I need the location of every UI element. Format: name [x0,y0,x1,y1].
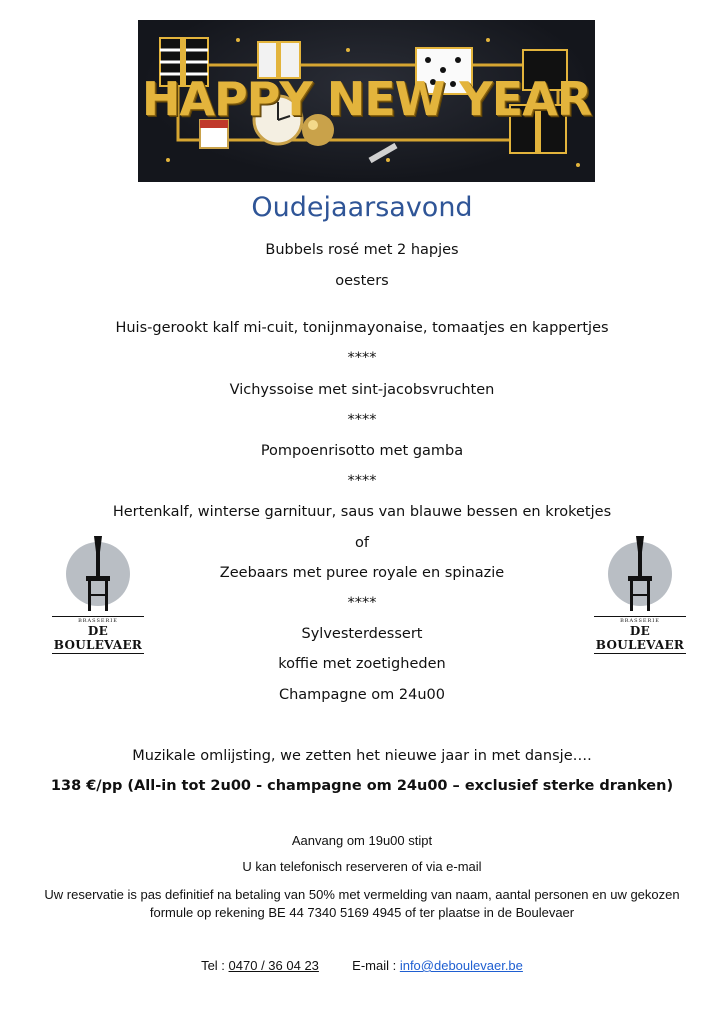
email-label: E-mail : [352,958,400,973]
menu-separator: **** [347,473,377,489]
menu-soup: Vichyssoise met sint-jacobsvruchten [229,382,495,398]
reservation-note: U kan telefonisch reserveren of via e-mail [242,859,482,874]
menu-separator: **** [347,595,377,611]
menu-separator: **** [347,350,377,366]
menu-aperitif: Bubbels rosé met 2 hapjes [265,242,459,258]
contact-line [0,958,724,973]
tel-label: Tel : [201,958,229,973]
email-link[interactable]: info@deboulevaer.be [399,958,523,973]
banner-title: HAPPY NEW YEAR [141,72,592,126]
phone-link[interactable]: 0470 / 36 04 23 [228,958,319,973]
start-time: Aanvang om 19u00 stipt [291,833,433,848]
music-note: Muzikale omlijsting, we zetten het nieuwe jaar in met dansje…. [132,748,592,764]
menu-intermediate: Pompoenrisotto met gamba [260,443,464,459]
menu-or: of [355,535,369,551]
price-line: 138 €/pp (All-in tot 2u00 - champagne om 24u00 – exclusief sterke dranken) [50,778,674,794]
page-title: Oudejaarsavond [251,192,473,223]
menu-oysters: oesters [335,273,389,289]
menu-dessert: Sylvesterdessert [301,626,423,642]
logo-brand: BRASSERIE DE BOULEVAER [53,618,143,652]
menu-main-fish: Zeebaars met puree royale en spinazie [219,565,505,581]
menu-champagne: Champagne om 24u00 [278,687,446,703]
menu-separator: **** [347,412,377,428]
menu-starter: Huis-gerookt kalf mi-cuit, tonijnmayonaise, tomaatjes en kappertjes [115,320,609,336]
logo-brand: BRASSERIE DE BOULEVAER [595,618,685,652]
logo-right [594,530,686,652]
chair-fork-logo-icon [52,530,144,622]
menu-coffee: koffie met zoetigheden [278,656,446,672]
happy-new-year-banner [138,20,595,182]
chair-fork-logo-icon [594,530,686,622]
menu-main-meat: Hertenkalf, winterse garnituur, saus van blauwe bessen en kroketjes [112,504,612,520]
logo-left [52,530,144,652]
payment-note: Uw reservatie is pas definitief na betaling van 50% met vermelding van naam, aantal personen en uw gekozen formule op rekening BE 44 7340 5169 4945 of ter plaatse in de Boulevaer [44,887,680,920]
